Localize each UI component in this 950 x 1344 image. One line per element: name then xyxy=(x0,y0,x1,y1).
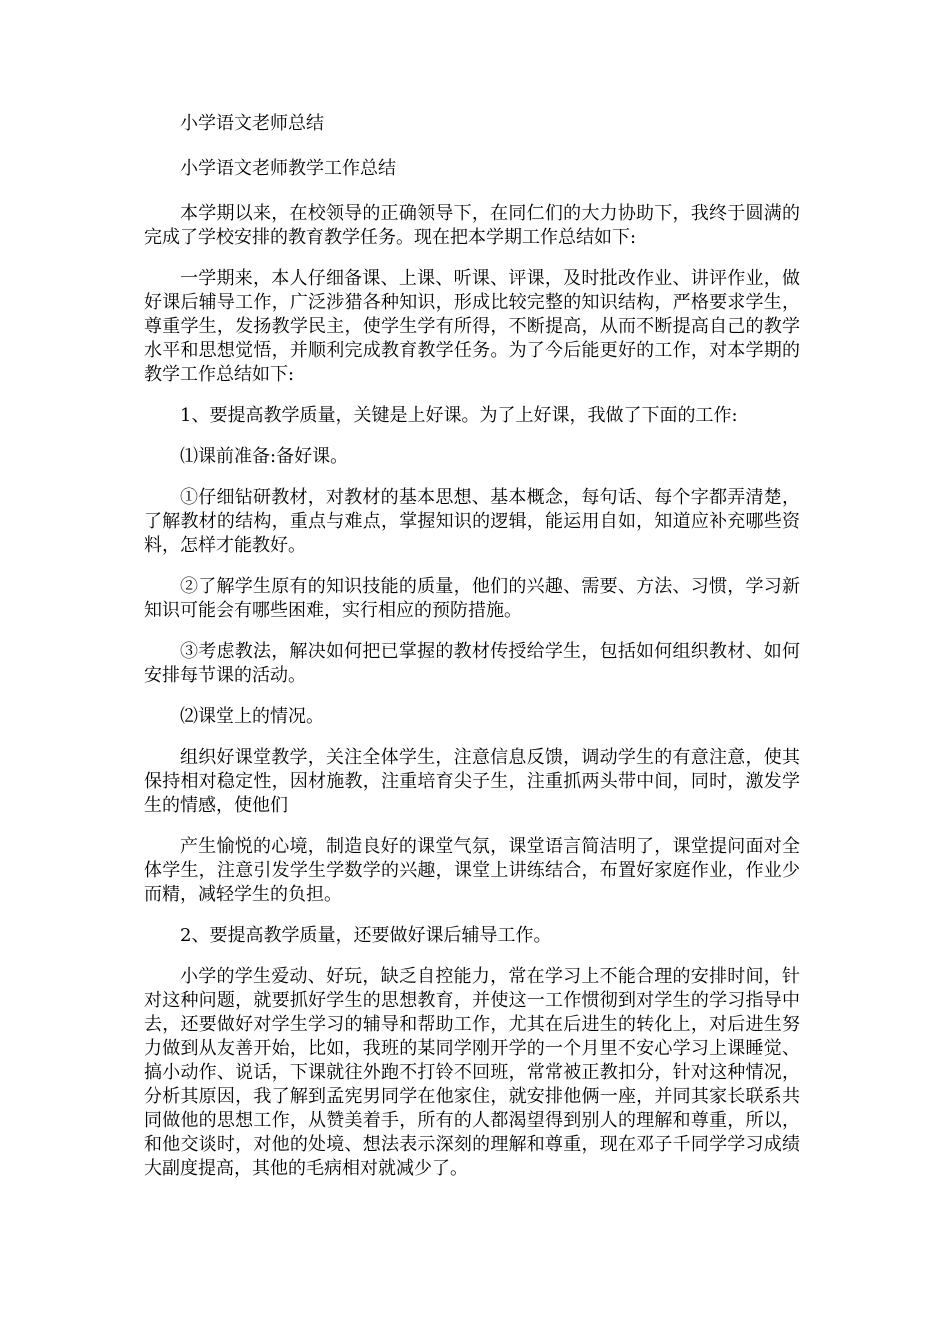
paragraph-section-2: 2、要提高教学质量，还要做好课后辅导工作。 xyxy=(180,925,552,946)
paragraph-classroom-1: 组织好课堂教学，关注全体学生，注意信息反馈，调动学生的有意注意，使其保持相对稳定性，因材施教，注重培育尖子生，注重抓两头带中间，同时，激发学生的情感，使他们 xyxy=(144,747,800,816)
paragraph-item-3: ③考虑教法，解决如何把已掌握的教材传授给学生，包括如何组织教材、如何安排每节课的活动。 xyxy=(144,641,800,686)
document-subtitle: 小学语文老师教学工作总结 xyxy=(180,158,396,179)
paragraph-section-1: 1、要提高教学质量，关键是上好课。为了上好课，我做了下面的工作: xyxy=(180,405,738,426)
document-title: 小学语文老师总结 xyxy=(180,113,324,134)
document-page xyxy=(144,112,800,1198)
paragraph-item-2: ②了解学生原有的知识技能的质量，他们的兴趣、需要、方法、习惯，学习新知识可能会有哪些困难，实行相应的预防措施。 xyxy=(144,576,800,621)
paragraph-subsection-2: ⑵课堂上的情况。 xyxy=(180,706,324,727)
paragraph-intro: 本学期以来，在校领导的正确领导下，在同仁们的大力协助下，我终于圆满的完成了学校安排的教育教学任务。现在把本学期工作总结如下: xyxy=(144,203,800,248)
paragraph-overview: 一学期来，本人仔细备课、上课、听课、评课，及时批改作业、讲评作业，做好课后辅导工作，广泛涉猎各种知识，形成比较完整的知识结构，严格要求学生，尊重学生，发扬教学民主，使学生学有所得，不断提高，从而不断提高自己的教学水平和思想觉悟，并顺利完成教育教学任务。为了今后能更好的工作，对本学期的教学工作总结如下: xyxy=(144,268,800,385)
paragraph-item-1: ①仔细钻研教材，对教材的基本思想、基本概念，每句话、每个字都弄清楚，了解教材的结构，重点与难点，掌握知识的逻辑，能运用自如，知道应补充哪些资料，怎样才能教好。 xyxy=(144,487,800,556)
paragraph-tutoring: 小学的学生爱动、好玩，缺乏自控能力，常在学习上不能合理的安排时间，针对这种问题，就要抓好学生的思想教育，并使这一工作惯彻到对学生的学习指导中去，还要做好对学生学习的辅导和帮助工作，尤其在后进生的转化上，对后进生努力做到从友善开始，比如，我班的某同学刚开学的一个月里不安心学习上课睡觉、搞小动作、说话，下课就往外跑不打铃不回班，常常被正教扣分，针对这种情况，分析其原因，我了解到孟宪男同学在他家住，就安排他俩一座，并同其家长联系共同做他的思想工作，从赞美着手，所有的人都渴望得到别人的理解和尊重，所以，和他交谈时，对他的处境、想法表示深刻的理解和尊重，现在邓子千同学学习成绩大副度提高，其他的毛病相对就减少了。 xyxy=(144,966,800,1179)
paragraph-subsection-1: ⑴课前准备:备好课。 xyxy=(180,446,349,467)
paragraph-classroom-2: 产生愉悦的心境，制造良好的课堂气氛，课堂语言简洁明了，课堂提问面对全体学生，注意引发学生学数学的兴趣，课堂上讲练结合，布置好家庭作业，作业少而精，减轻学生的负担。 xyxy=(144,836,800,905)
